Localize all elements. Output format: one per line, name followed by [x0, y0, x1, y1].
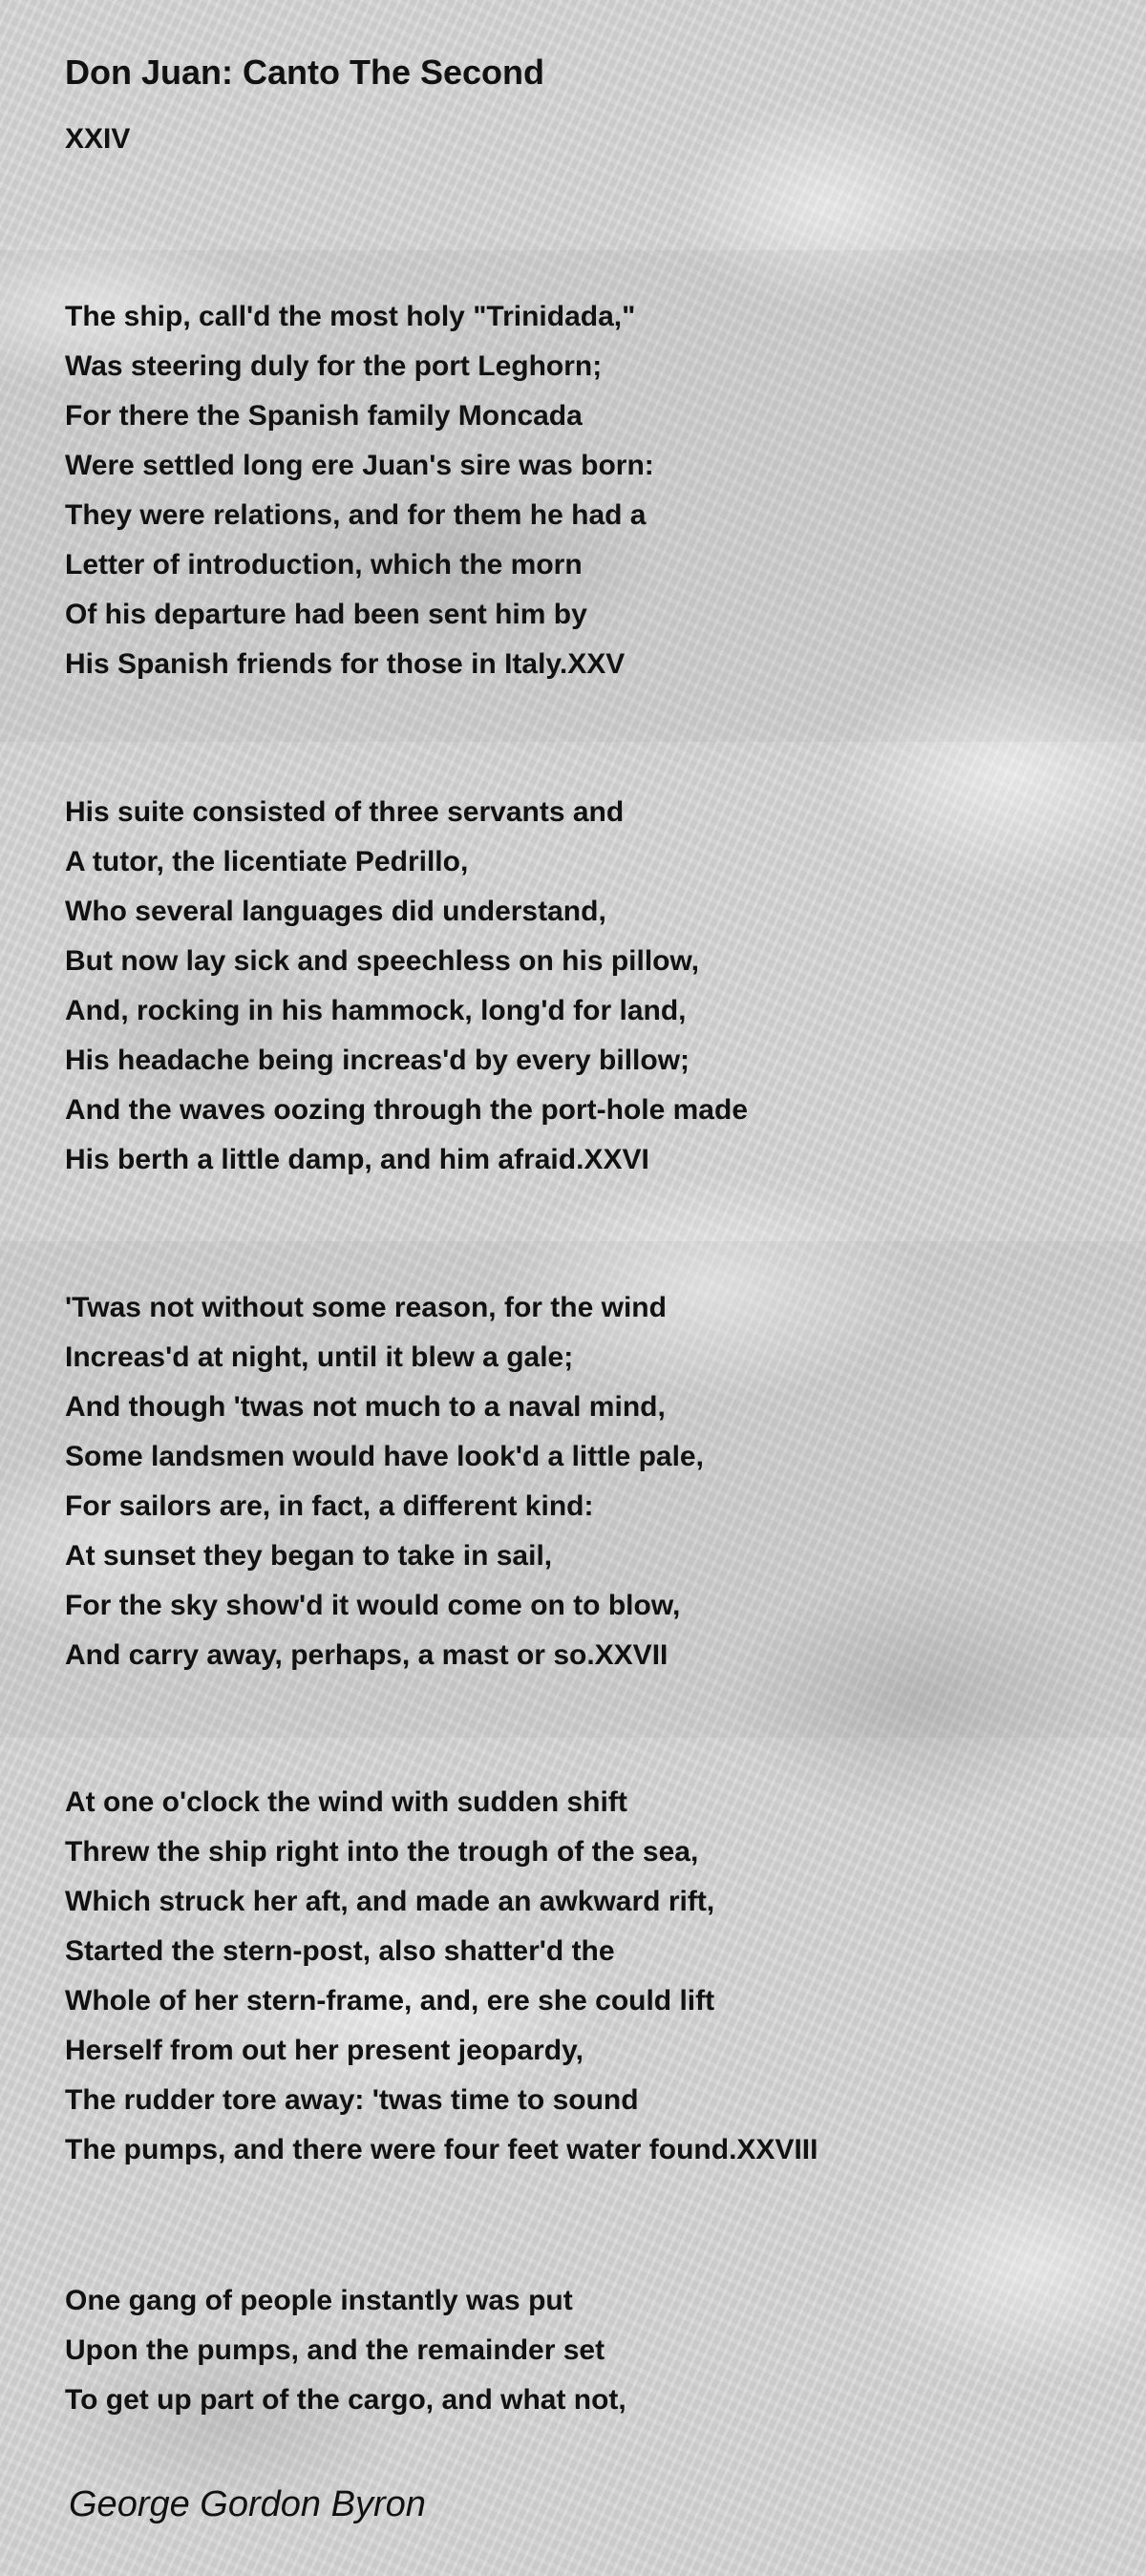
poem-line: 'Twas not without some reason, for the wind: [65, 1292, 667, 1323]
poem-line: At one o'clock the wind with sudden shift: [65, 1786, 627, 1818]
poem-line: His headache being increas'd by every billow;: [65, 1045, 690, 1076]
poem-line: Started the stern-post, also shatter'd the: [65, 1935, 615, 1967]
stanza: [65, 788, 1106, 1185]
poem-line: Which struck her aft, and made an awkward rift,: [65, 1886, 715, 1917]
poem-line: For the sky show'd it would come on to blow,: [65, 1590, 681, 1621]
poem-line: A tutor, the licentiate Pedrillo,: [65, 846, 469, 877]
stanza: [65, 2276, 1106, 2425]
poem-line: For there the Spanish family Moncada: [65, 400, 583, 432]
poem-line: But now lay sick and speechless on his pillow,: [65, 945, 700, 977]
poem-line: Whole of her stern-frame, and, ere she could lift: [65, 1985, 715, 2016]
stanza: [65, 1778, 1106, 2175]
poem-line: And carry away, perhaps, a mast or so.XXVII: [65, 1639, 668, 1671]
poem-line: His berth a little damp, and him afraid.XXVI: [65, 1144, 649, 1175]
poem-line: Who several languages did understand,: [65, 896, 606, 927]
poem-line: Was steering duly for the port Leghorn;: [65, 350, 603, 382]
poem-line: Herself from out her present jeopardy,: [65, 2035, 584, 2066]
poem-line: For sailors are, in fact, a different kind:: [65, 1490, 594, 1522]
section-number: XXIV: [65, 123, 131, 155]
poem-line: One gang of people instantly was put: [65, 2285, 573, 2316]
poem-line: Upon the pumps, and the remainder set: [65, 2334, 605, 2366]
poem-title: Don Juan: Canto The Second: [65, 53, 545, 92]
stanza: [65, 1283, 1106, 1680]
poem-line: Of his departure had been sent him by: [65, 599, 587, 630]
stanza: [65, 292, 1106, 689]
poem-line: And, rocking in his hammock, long'd for land,: [65, 995, 687, 1026]
poem-line: They were relations, and for them he had a: [65, 499, 647, 531]
poem-line: To get up part of the cargo, and what not,: [65, 2384, 626, 2416]
poem-line: And the waves oozing through the port-hole made: [65, 1094, 749, 1126]
poem-line: Letter of introduction, which the morn: [65, 549, 583, 581]
poem-line: The pumps, and there were four feet water found.XXVIII: [65, 2134, 818, 2165]
author-name: George Gordon Byron: [69, 2484, 426, 2524]
poem-line: Were settled long ere Juan's sire was born:: [65, 450, 654, 481]
poem-line: Some landsmen would have look'd a little pale,: [65, 1441, 704, 1472]
poem-line: The ship, call'd the most holy "Trinidada,": [65, 301, 636, 332]
poem-line: Threw the ship right into the trough of the sea,: [65, 1836, 699, 1868]
poem-line: His suite consisted of three servants and: [65, 796, 625, 828]
poem-line: And though 'twas not much to a naval mind,: [65, 1391, 666, 1423]
poem-line: His Spanish friends for those in Italy.XXV: [65, 648, 626, 680]
poem-line: At sunset they began to take in sail,: [65, 1540, 553, 1572]
poem-header: [65, 50, 1106, 158]
poem-line: Increas'd at night, until it blew a gale;: [65, 1341, 574, 1373]
poem-line: The rudder tore away: 'twas time to sound: [65, 2084, 639, 2116]
